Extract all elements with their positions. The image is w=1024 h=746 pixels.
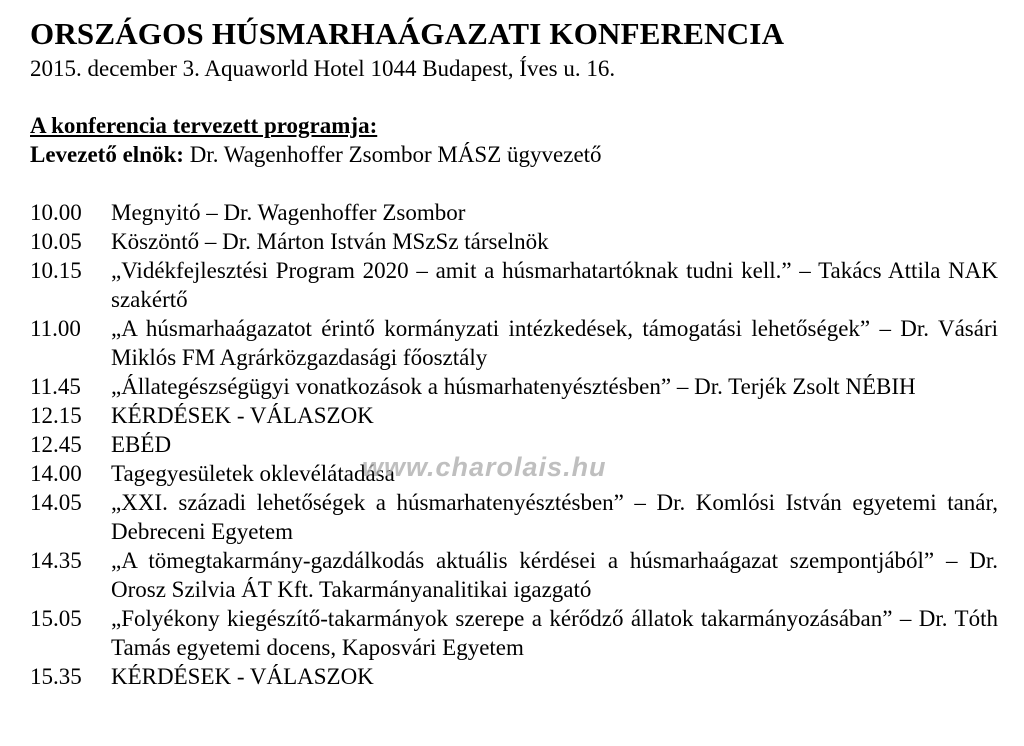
- program-time: 10.15: [30, 258, 82, 283]
- program-row: [30, 314, 998, 372]
- program-time: 10.00: [30, 200, 82, 225]
- spacer: [30, 83, 998, 111]
- program-time: 14.00: [30, 461, 82, 486]
- document-page: [30, 14, 998, 691]
- program-row: [30, 227, 998, 256]
- program-time: 14.05: [30, 490, 82, 515]
- program-time: 15.05: [30, 606, 82, 631]
- program-item: „Állategészségügyi vonatkozások a húsmarhatenyésztésben” – Dr. Terjék Zsolt NÉBIH: [111, 374, 916, 399]
- program-row: [30, 662, 998, 691]
- chair-line: [30, 140, 998, 169]
- spacer: [30, 169, 998, 198]
- program-time: 15.35: [30, 664, 82, 689]
- watermark-url: www.charolais.hu: [362, 452, 607, 482]
- program-row: [30, 372, 998, 401]
- program-row: [30, 546, 998, 604]
- program-time: 10.05: [30, 229, 82, 254]
- program-item: KÉRDÉSEK - VÁLASZOK: [111, 664, 374, 689]
- program-item: „A tömegtakarmány-gazdálkodás aktuális kérdései a húsmarhaágazat szempontjából” – Dr. Orosz Szilvia ÁT Kft. Takarmányanalitikai igazgató: [111, 548, 998, 602]
- chair-value: Dr. Wagenhoffer Zsombor MÁSZ ügyvezető: [189, 142, 602, 167]
- program-row: [30, 488, 998, 546]
- program-row: [30, 604, 998, 662]
- program-row: [30, 430, 998, 459]
- program-row: [30, 198, 998, 227]
- chair-label: Levezető elnök:: [30, 142, 184, 167]
- program-item: „XXI. századi lehetőségek a húsmarhatenyésztésben” – Dr. Komlósi István egyetemi tanár, Debreceni Egyetem: [111, 490, 998, 544]
- program-item: „A húsmarhaágazatot érintő kormányzati intézkedések, támogatási lehetőségek” – Dr. Vásári Miklós FM Agrárközgazdasági főosztály: [111, 316, 998, 370]
- program-heading: A konferencia tervezett programja:: [30, 113, 378, 138]
- program-time: 12.15: [30, 403, 82, 428]
- program-list: [30, 198, 998, 691]
- conference-date-location: 2015. december 3. Aquaworld Hotel 1044 Budapest, Íves u. 16.: [30, 56, 616, 81]
- program-row: [30, 401, 998, 430]
- program-item: Tagegyesületek oklevélátadása: [111, 461, 395, 486]
- program-row: [30, 459, 998, 488]
- program-item: Köszöntő – Dr. Márton István MSzSz társelnök: [111, 229, 549, 254]
- program-item: KÉRDÉSEK - VÁLASZOK: [111, 403, 374, 428]
- program-item: Megnyitó – Dr. Wagenhoffer Zsombor: [111, 200, 466, 225]
- program-time: 11.00: [30, 316, 81, 341]
- program-time: 14.35: [30, 548, 82, 573]
- program-item: „Vidékfejlesztési Program 2020 – amit a húsmarhatartóknak tudni kell.” – Takács Attila NAK szakértő: [111, 258, 998, 312]
- program-time: 12.45: [30, 432, 82, 457]
- program-item: EBÉD: [111, 432, 172, 457]
- program-row: [30, 256, 998, 314]
- program-time: 11.45: [30, 374, 81, 399]
- conference-title: ORSZÁGOS HÚSMARHAÁGAZATI KONFERENCIA: [30, 16, 785, 51]
- program-item: „Folyékony kiegészítő-takarmányok szerepe a kérődző állatok takarmányozásában” – Dr. Tóth Tamás egyetemi docens, Kaposvári Egyetem: [111, 606, 998, 660]
